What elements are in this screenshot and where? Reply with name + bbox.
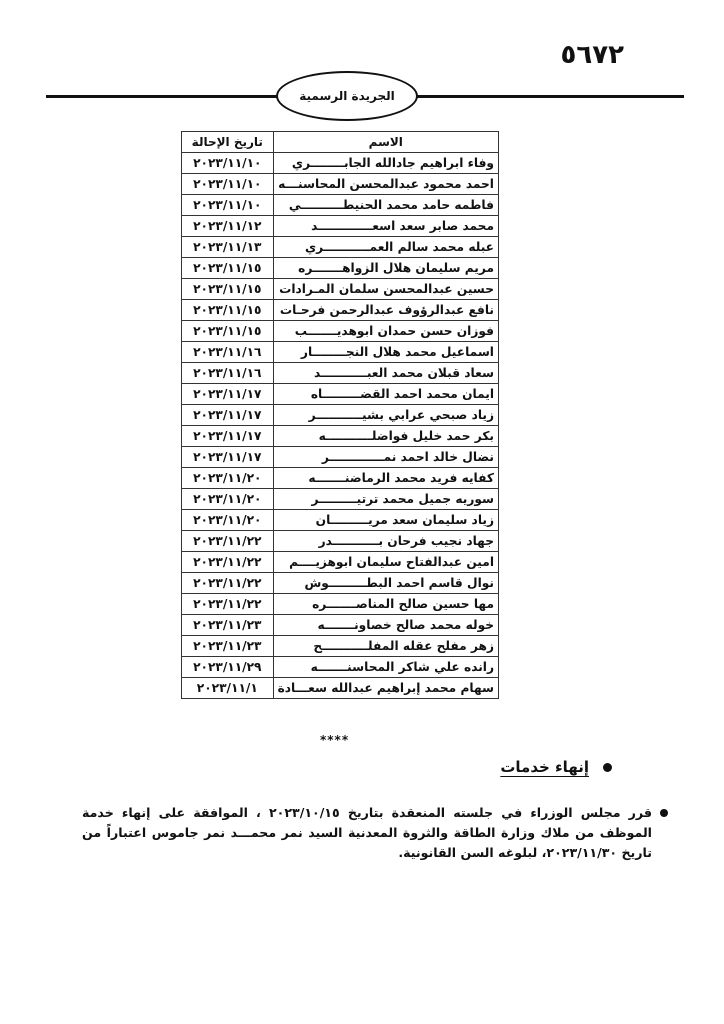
name-cell: مريم سليمان هلال الزواهـــــــره <box>273 258 498 279</box>
bullet-icon <box>603 763 612 772</box>
retirees-table <box>181 131 499 699</box>
name-cell: احمد محمود عبدالمحسن المحاسنـــه <box>273 174 498 195</box>
table-header-row <box>182 132 499 153</box>
date-cell: ٢٠٢٣/١١/١٥ <box>182 279 274 300</box>
table-row <box>182 279 499 300</box>
date-cell: ٢٠٢٣/١١/١ <box>182 678 274 699</box>
column-header-name: الاسم <box>273 132 498 153</box>
date-cell: ٢٠٢٣/١١/١٣ <box>182 237 274 258</box>
table-row <box>182 510 499 531</box>
date-cell: ٢٠٢٣/١١/٢٩ <box>182 657 274 678</box>
table-row <box>182 342 499 363</box>
table-row <box>182 552 499 573</box>
decision-text: قرر مجلس الوزراء في جلسته المنعقدة بتاريخ ٢٠٢٣/١٠/١٥ ، الموافقة على إنهاء خدمة الموظف من ملاك وزارة الطاقة والثروة المعدنية السيد نمر محمـــد نمر جاموس اعتباراً من تاريخ ٢٠٢٣/١١/٣٠، لبلوغه السن القانونية. <box>82 805 653 860</box>
table-row <box>182 237 499 258</box>
name-cell: حسين عبدالمحسن سلمان المـرادات <box>273 279 498 300</box>
date-cell: ٢٠٢٣/١١/٢٢ <box>182 573 274 594</box>
date-cell: ٢٠٢٣/١١/١٢ <box>182 216 274 237</box>
name-cell: مها حسين صالح المناصـــــــره <box>273 594 498 615</box>
name-cell: سعاد قبلان محمد العبـــــــــــد <box>273 363 498 384</box>
name-cell: نافع عبدالرؤوف عبدالرحمن فرحـات <box>273 300 498 321</box>
table-row <box>182 636 499 657</box>
date-cell: ٢٠٢٣/١١/٢٣ <box>182 615 274 636</box>
table-row <box>182 657 499 678</box>
name-cell: زياد صبحي عرابي بشيـــــــــــر <box>273 405 498 426</box>
name-cell: جهاد نجيب فرحان بـــــــــــدر <box>273 531 498 552</box>
date-cell: ٢٠٢٣/١١/١٦ <box>182 342 274 363</box>
table-row <box>182 594 499 615</box>
table-row <box>182 678 499 699</box>
table-row <box>182 573 499 594</box>
date-cell: ٢٠٢٣/١١/١٥ <box>182 258 274 279</box>
date-cell: ٢٠٢٣/١١/٢٣ <box>182 636 274 657</box>
table-row <box>182 153 499 174</box>
name-cell: عبله محمد سالم العمـــــــــــري <box>273 237 498 258</box>
name-cell: محمد صابر سعد اسعـــــــــــــد <box>273 216 498 237</box>
date-cell: ٢٠٢٣/١١/١٥ <box>182 321 274 342</box>
gazette-title-oval <box>276 71 418 121</box>
date-cell: ٢٠٢٣/١١/١٧ <box>182 405 274 426</box>
header-rule-left <box>46 95 278 98</box>
header-rule-right <box>416 95 684 98</box>
table-row <box>182 384 499 405</box>
table-row <box>182 405 499 426</box>
table-row <box>182 426 499 447</box>
table-row <box>182 174 499 195</box>
table-row <box>182 489 499 510</box>
table-row <box>182 258 499 279</box>
date-cell: ٢٠٢٣/١١/١٧ <box>182 447 274 468</box>
name-cell: نوال قاسم احمد البطـــــــــوش <box>273 573 498 594</box>
name-cell: فاطمه حامد محمد الحنيطــــــــــي <box>273 195 498 216</box>
date-cell: ٢٠٢٣/١١/١٦ <box>182 363 274 384</box>
name-cell: سوريه جميل محمد ترتيـــــــــر <box>273 489 498 510</box>
name-cell: زهر مفلح عقله المفلـــــــــــح <box>273 636 498 657</box>
date-cell: ٢٠٢٣/١١/١٠ <box>182 153 274 174</box>
name-cell: نضال خالد احمد نمـــــــــــــر <box>273 447 498 468</box>
name-cell: بكر حمد خليل فواضلـــــــــــه <box>273 426 498 447</box>
date-cell: ٢٠٢٣/١١/٢٠ <box>182 468 274 489</box>
name-cell: رانده علي شاكر المحاسنـــــــه <box>273 657 498 678</box>
bullet-icon <box>660 809 668 817</box>
name-cell: وفاء ابراهيم جادالله الجابــــــــري <box>273 153 498 174</box>
table-row <box>182 321 499 342</box>
section-separator: **** <box>320 733 350 747</box>
name-cell: زياد سليمان سعد مريـــــــــان <box>273 510 498 531</box>
date-cell: ٢٠٢٣/١١/٢٢ <box>182 594 274 615</box>
date-cell: ٢٠٢٣/١١/١٥ <box>182 300 274 321</box>
date-cell: ٢٠٢٣/١١/٢٠ <box>182 489 274 510</box>
table-row <box>182 363 499 384</box>
date-cell: ٢٠٢٣/١١/٢٢ <box>182 552 274 573</box>
decision-paragraph <box>82 803 652 863</box>
date-cell: ٢٠٢٣/١١/١٧ <box>182 384 274 405</box>
name-cell: ايمان محمد احمد القضـــــــــاه <box>273 384 498 405</box>
gazette-title: الجريدة الرسمية <box>299 89 395 103</box>
name-cell: فوزان حسن حمدان ابوهديـــــــب <box>273 321 498 342</box>
date-cell: ٢٠٢٣/١١/٢٢ <box>182 531 274 552</box>
section-heading <box>500 758 612 776</box>
name-cell: اسماعيل محمد هلال النجــــــــار <box>273 342 498 363</box>
name-cell: امين عبدالفتاح سليمان ابوهزيــــم <box>273 552 498 573</box>
name-cell: كفايه فريد محمد الرماضنـــــــه <box>273 468 498 489</box>
name-cell: خوله محمد صالح خصاونـــــــه <box>273 615 498 636</box>
column-header-date: تاريخ الإحالة <box>182 132 274 153</box>
table-row <box>182 447 499 468</box>
date-cell: ٢٠٢٣/١١/١٠ <box>182 195 274 216</box>
date-cell: ٢٠٢٣/١١/١٠ <box>182 174 274 195</box>
page-number: ٥٦٧٢ <box>560 40 624 70</box>
table-row <box>182 216 499 237</box>
date-cell: ٢٠٢٣/١١/١٧ <box>182 426 274 447</box>
table-row <box>182 468 499 489</box>
table-row <box>182 300 499 321</box>
section-title: إنهاء خدمات <box>500 758 589 776</box>
date-cell: ٢٠٢٣/١١/٢٠ <box>182 510 274 531</box>
name-cell: سهام محمد إبراهيم عبدالله سعـــادة <box>273 678 498 699</box>
table-row <box>182 615 499 636</box>
table-row <box>182 195 499 216</box>
table-row <box>182 531 499 552</box>
